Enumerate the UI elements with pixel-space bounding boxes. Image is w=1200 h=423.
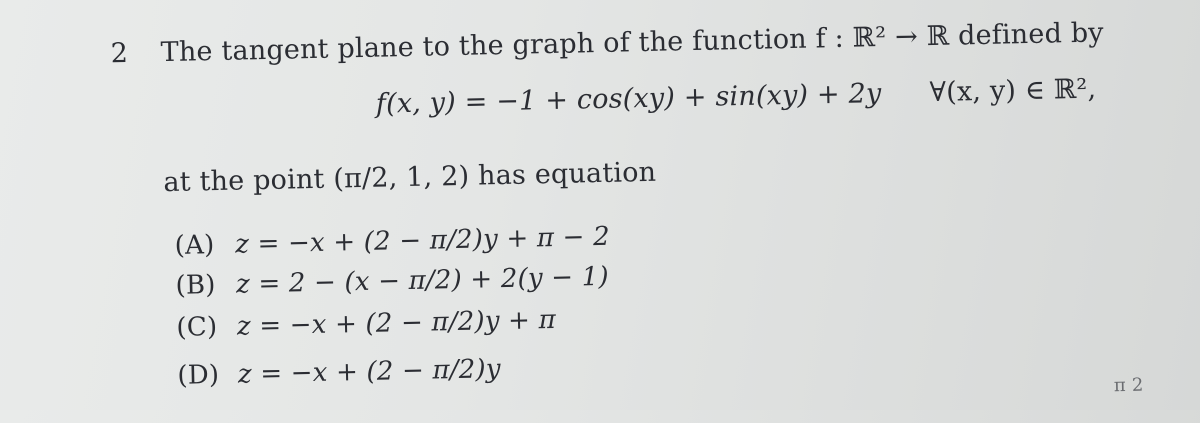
option-label: (D) <box>177 360 220 391</box>
option-d <box>177 354 501 391</box>
option-label: (A) <box>174 230 215 261</box>
option-b <box>175 262 609 301</box>
option-label: (C) <box>176 312 218 343</box>
question-prompt: The tangent plane to the graph of the function f : ℝ² → ℝ defined by <box>160 17 1105 69</box>
question-number: 2 <box>110 37 129 70</box>
option-equation: z = −x + (2 − π/2)y + π <box>236 304 557 342</box>
corner-fragment: π 2 <box>1113 374 1144 397</box>
function-formula: f(x, y) = −1 + cos(xy) + sin(xy) + 2y <box>375 78 882 120</box>
option-a <box>174 222 610 261</box>
option-label: (B) <box>175 270 216 301</box>
option-equation: z = −x + (2 − π/2)y + π − 2 <box>234 221 611 260</box>
function-domain: ∀(x, y) ∈ ℝ², <box>929 73 1097 109</box>
point-statement: at the point (π/2, 1, 2) has equation <box>163 156 657 199</box>
option-c <box>176 305 556 343</box>
option-equation: z = 2 − (x − π/2) + 2(y − 1) <box>235 261 610 300</box>
option-equation: z = −x + (2 − π/2)y <box>237 354 502 390</box>
